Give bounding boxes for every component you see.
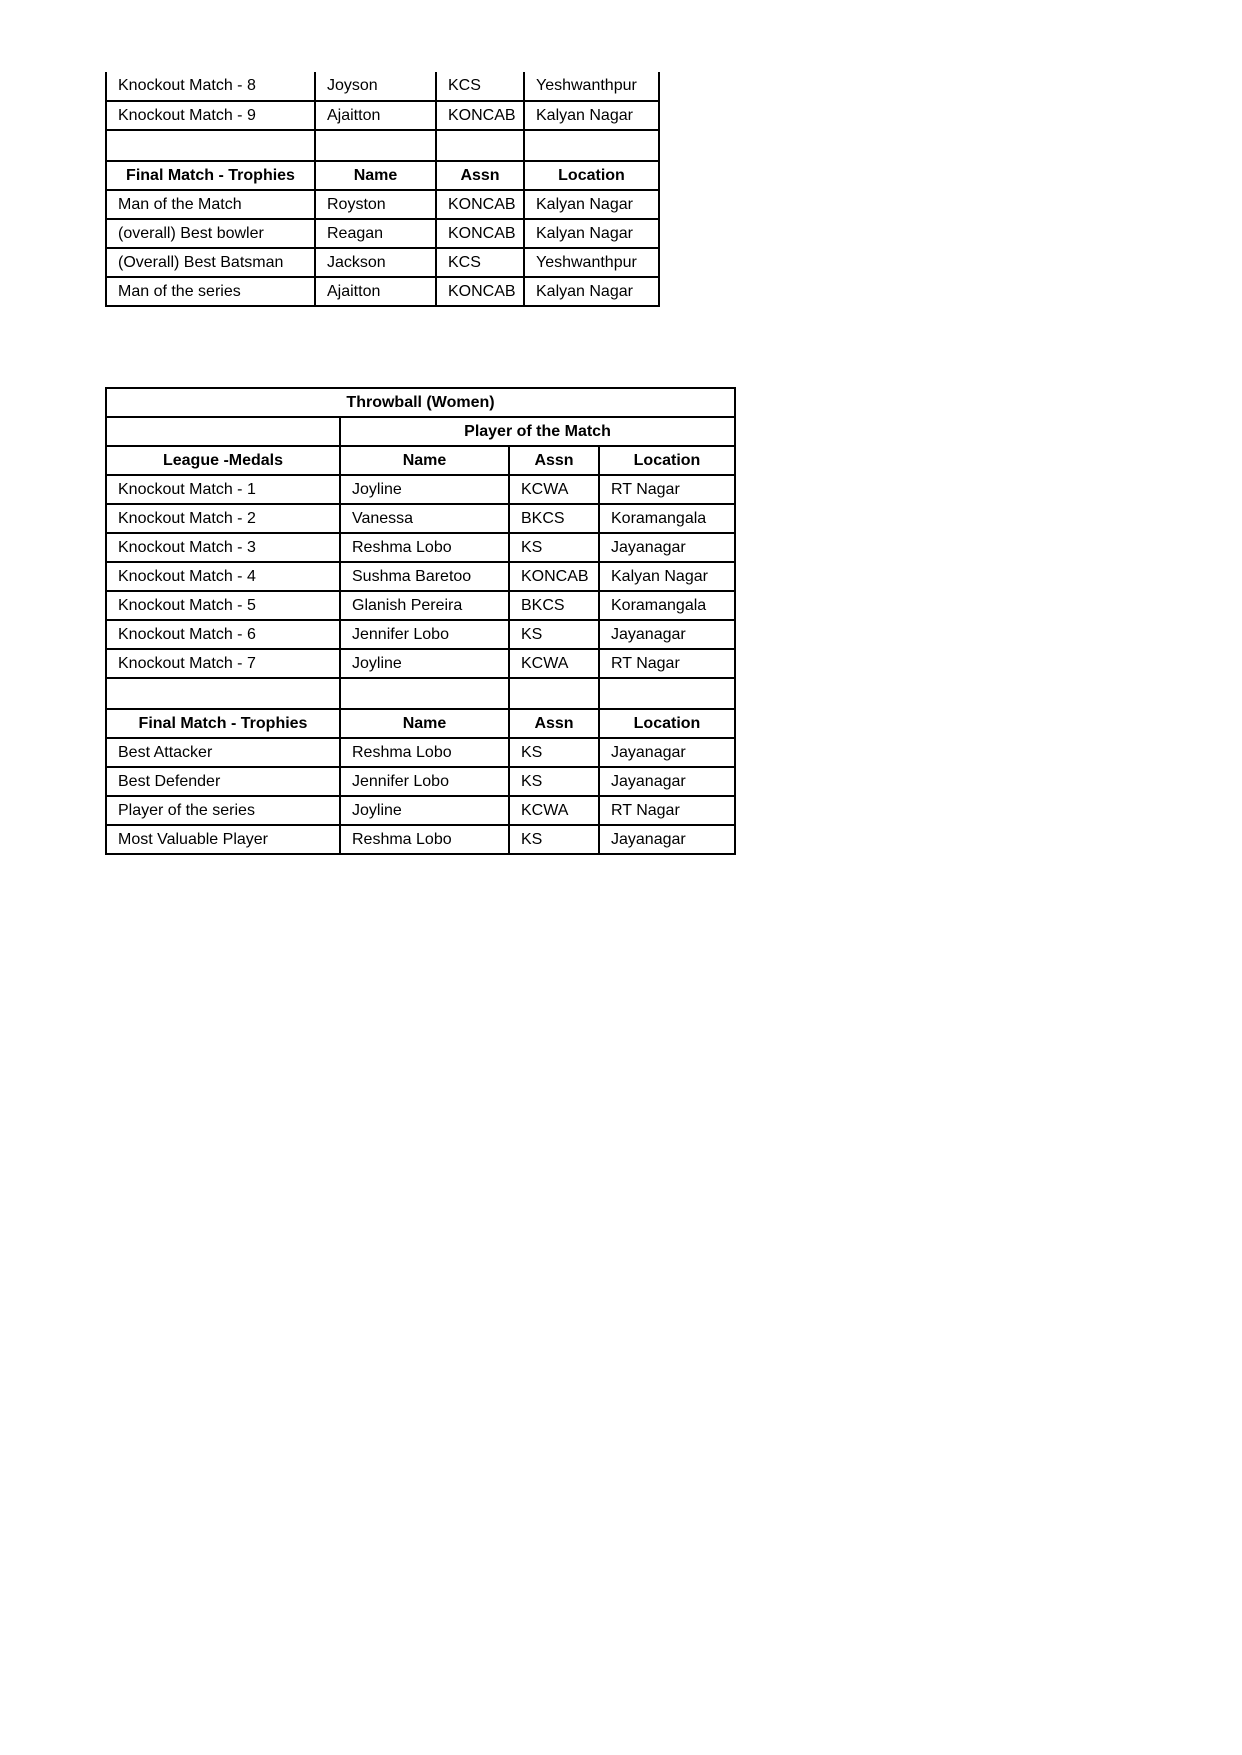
column-header-award: Final Match - Trophies	[106, 709, 340, 738]
column-header-assn: Assn	[509, 709, 599, 738]
player-location: Kalyan Nagar	[524, 219, 659, 248]
column-header-name: Name	[340, 446, 509, 475]
player-location: RT Nagar	[599, 475, 735, 504]
player-location: Kalyan Nagar	[599, 562, 735, 591]
player-assn: KCWA	[509, 475, 599, 504]
player-name: Ajaitton	[315, 277, 436, 306]
player-assn: KS	[509, 767, 599, 796]
empty-cell	[106, 678, 340, 709]
column-header-name: Name	[315, 161, 436, 190]
player-assn: KCS	[436, 72, 524, 101]
table-row	[106, 649, 735, 678]
player-assn: KONCAB	[509, 562, 599, 591]
award-label: Knockout Match - 6	[106, 620, 340, 649]
player-location: Jayanagar	[599, 620, 735, 649]
player-location: RT Nagar	[599, 649, 735, 678]
header-row	[106, 446, 735, 475]
table-row	[106, 72, 659, 101]
empty-cell	[436, 130, 524, 161]
player-name: Glanish Pereira	[340, 591, 509, 620]
column-header-award: League -Medals	[106, 446, 340, 475]
player-name: Vanessa	[340, 504, 509, 533]
table-row	[106, 219, 659, 248]
award-label: Knockout Match - 3	[106, 533, 340, 562]
player-location: Yeshwanthpur	[524, 248, 659, 277]
header-row	[106, 161, 659, 190]
player-assn: BKCS	[509, 591, 599, 620]
award-label: Best Attacker	[106, 738, 340, 767]
player-location: Kalyan Nagar	[524, 190, 659, 219]
player-name: Joyline	[340, 796, 509, 825]
player-location: Koramangala	[599, 504, 735, 533]
table-row	[106, 825, 735, 854]
player-name: Joyson	[315, 72, 436, 101]
title-row	[106, 388, 735, 417]
player-name: Joyline	[340, 649, 509, 678]
player-name: Sushma Baretoo	[340, 562, 509, 591]
player-name: Joyline	[340, 475, 509, 504]
player-location: Jayanagar	[599, 825, 735, 854]
table-row	[106, 620, 735, 649]
column-header-assn: Assn	[436, 161, 524, 190]
player-name: Ajaitton	[315, 101, 436, 130]
player-location: Jayanagar	[599, 533, 735, 562]
player-name: Jackson	[315, 248, 436, 277]
player-assn: KONCAB	[436, 190, 524, 219]
player-location: Koramangala	[599, 591, 735, 620]
award-label: Best Defender	[106, 767, 340, 796]
throwball-awards-table	[105, 387, 736, 855]
award-label: (overall) Best bowler	[106, 219, 315, 248]
table-row	[106, 796, 735, 825]
award-label: (Overall) Best Batsman	[106, 248, 315, 277]
table-row	[106, 475, 735, 504]
player-location: Yeshwanthpur	[524, 72, 659, 101]
award-label: Man of the series	[106, 277, 315, 306]
award-label: Knockout Match - 9	[106, 101, 315, 130]
player-location: Kalyan Nagar	[524, 101, 659, 130]
empty-cell	[106, 130, 315, 161]
group-header: Player of the Match	[340, 417, 735, 446]
player-assn: KS	[509, 825, 599, 854]
player-assn: KONCAB	[436, 101, 524, 130]
blank-row	[106, 678, 735, 709]
table-title: Throwball (Women)	[106, 388, 735, 417]
award-label: Knockout Match - 2	[106, 504, 340, 533]
table-row	[106, 248, 659, 277]
player-assn: KONCAB	[436, 277, 524, 306]
award-label: Knockout Match - 4	[106, 562, 340, 591]
column-header-location: Location	[599, 709, 735, 738]
player-name: Jennifer Lobo	[340, 767, 509, 796]
player-assn: KCS	[436, 248, 524, 277]
player-name: Reshma Lobo	[340, 738, 509, 767]
cricket-awards-table	[105, 72, 660, 307]
player-location: Jayanagar	[599, 738, 735, 767]
empty-cell	[315, 130, 436, 161]
award-label: Knockout Match - 1	[106, 475, 340, 504]
column-header-assn: Assn	[509, 446, 599, 475]
award-label: Man of the Match	[106, 190, 315, 219]
table-row	[106, 277, 659, 306]
empty-cell	[106, 417, 340, 446]
player-location: Kalyan Nagar	[524, 277, 659, 306]
player-assn: BKCS	[509, 504, 599, 533]
player-name: Royston	[315, 190, 436, 219]
column-header-name: Name	[340, 709, 509, 738]
player-name: Reagan	[315, 219, 436, 248]
empty-cell	[509, 678, 599, 709]
player-location: RT Nagar	[599, 796, 735, 825]
player-assn: KS	[509, 738, 599, 767]
table-row	[106, 533, 735, 562]
player-name: Reshma Lobo	[340, 533, 509, 562]
award-label: Player of the series	[106, 796, 340, 825]
award-label: Knockout Match - 7	[106, 649, 340, 678]
table-row	[106, 591, 735, 620]
table-row	[106, 504, 735, 533]
empty-cell	[599, 678, 735, 709]
table-row	[106, 101, 659, 130]
column-header-award: Final Match - Trophies	[106, 161, 315, 190]
table-row	[106, 562, 735, 591]
column-header-location: Location	[599, 446, 735, 475]
column-header-location: Location	[524, 161, 659, 190]
table-row	[106, 190, 659, 219]
empty-cell	[340, 678, 509, 709]
award-label: Knockout Match - 5	[106, 591, 340, 620]
award-label: Most Valuable Player	[106, 825, 340, 854]
player-assn: KONCAB	[436, 219, 524, 248]
blank-row	[106, 130, 659, 161]
player-name: Jennifer Lobo	[340, 620, 509, 649]
empty-cell	[524, 130, 659, 161]
table-row	[106, 767, 735, 796]
player-assn: KS	[509, 533, 599, 562]
player-assn: KS	[509, 620, 599, 649]
player-name: Reshma Lobo	[340, 825, 509, 854]
player-location: Jayanagar	[599, 767, 735, 796]
player-assn: KCWA	[509, 796, 599, 825]
table-row	[106, 738, 735, 767]
award-label: Knockout Match - 8	[106, 72, 315, 101]
header-row	[106, 709, 735, 738]
group-header-row	[106, 417, 735, 446]
player-assn: KCWA	[509, 649, 599, 678]
